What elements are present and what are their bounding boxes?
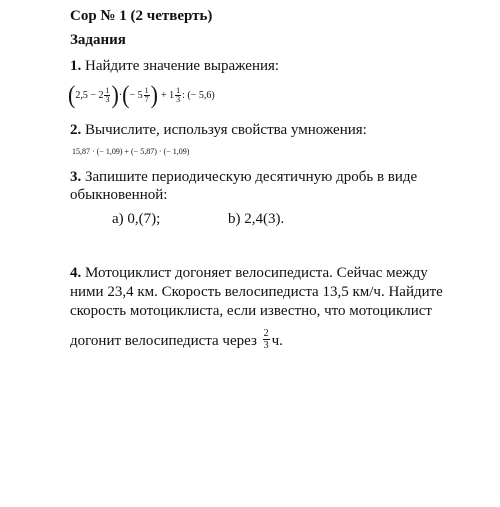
task-4-unit: ч.	[271, 332, 283, 349]
expr-part-a: 2,5 − 2	[75, 89, 104, 101]
expr-part-e: : (− 5,6)	[182, 89, 215, 101]
task-3-option-a: а) 0,(7);	[112, 211, 161, 227]
task-3-number: 3.	[70, 169, 82, 185]
task-2-expression: 15,87 · (− 1,09) + (− 5,87) · (− 1,09)	[72, 147, 190, 156]
task-1-number: 1.	[70, 58, 82, 74]
task-4-number: 4.	[70, 265, 82, 281]
expr-part-c: − 5	[129, 89, 143, 101]
task-4-line4-wrap	[70, 330, 283, 353]
task-3-option-b: b) 2,4(3).	[228, 211, 285, 227]
task-2-number: 2.	[70, 122, 82, 138]
task-3-text-line2: обыкновенной:	[70, 187, 168, 203]
task-4-line1: Мотоциклист догоняет велосипедиста. Сейчас между	[85, 265, 428, 281]
time-fraction: $\frac{2}{3}$	[263, 328, 269, 351]
task-4-line4: догонит велосипедиста через	[70, 332, 257, 349]
task-2-prompt	[70, 121, 367, 139]
task-2-text: Вычислите, используя свойства умножения:	[85, 122, 367, 138]
tasks-heading: Задания	[70, 32, 126, 48]
expr-part-b: ·	[118, 89, 123, 101]
fraction-3: $\frac{1}{3}$	[176, 85, 181, 104]
task-4-line2: ними 23,4 км. Скорость велосипедиста 13,5 км/ч. Найдите	[70, 284, 443, 300]
task-1-expression: ( 2,5 − 2 $\frac{1}{3}$ ) · ( − 5 $\frac{1}{7}$ ) + 1 $\frac{1}{3}$ : (− 5,6)	[68, 80, 215, 109]
task-4-prompt	[70, 264, 428, 282]
page-title: Сор № 1 (2 четверть)	[70, 8, 213, 24]
fraction-1: $\frac{1}{3}$	[105, 85, 110, 104]
task-3-text-line1: Запишите периодическую десятичную дробь в виде	[85, 169, 418, 185]
task-1-text: Найдите значение выражения:	[85, 58, 280, 74]
task-1-prompt	[70, 57, 279, 75]
task-3-prompt	[70, 168, 417, 204]
fraction-2: $\frac{1}{7}$	[144, 85, 149, 104]
task-4-line3: скорость мотоциклиста, если известно, что мотоциклист	[70, 303, 432, 319]
expr-part-d: + 1	[160, 89, 175, 101]
